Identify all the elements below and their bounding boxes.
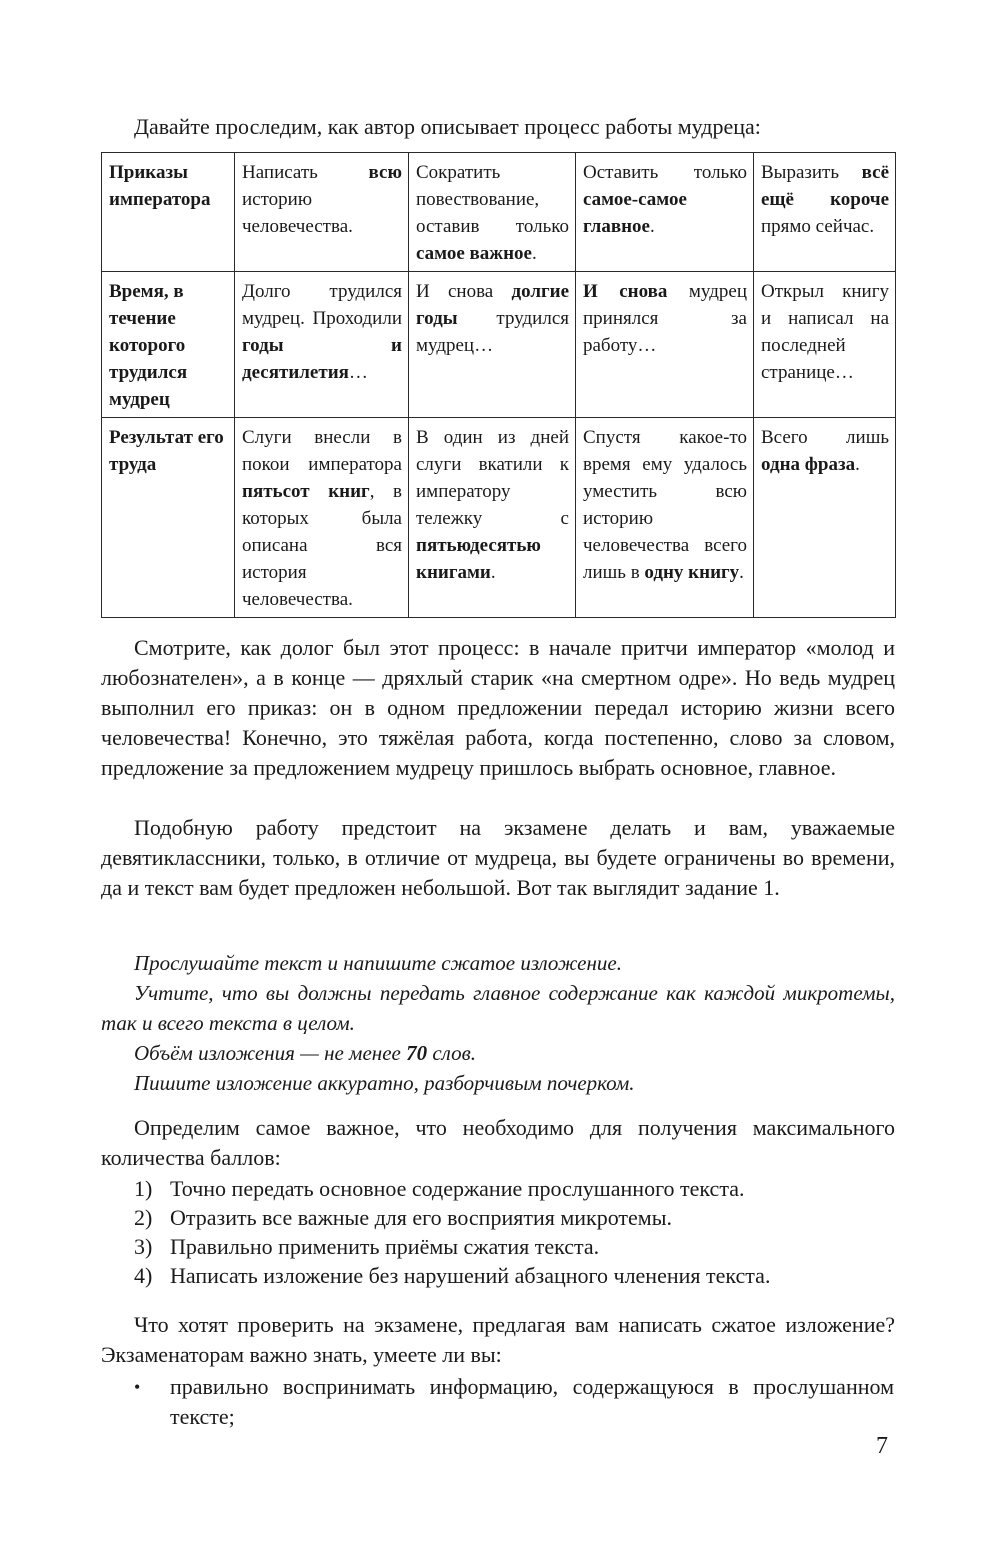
task-instructions — [101, 948, 895, 1098]
intro-sentence: Давайте проследим, как автор описывает процесс работы мудреца: — [134, 114, 761, 139]
page-number: 7 — [876, 1433, 888, 1459]
row-header: Время, в течение которого трудился мудрец — [102, 272, 235, 418]
skills-list — [134, 1372, 894, 1432]
bold-phrase: одну книгу — [644, 562, 740, 583]
task-line: Пишите изложение аккуратно, разборчивым почерком. — [134, 1071, 635, 1095]
table-row — [102, 418, 896, 618]
task-line — [101, 1038, 895, 1068]
table-cell: Долго трудился мудрец. Проходили годы и десятилетия… — [235, 272, 409, 418]
list-text: правильно воспринимать информацию, содержащуюся в прослушанном тексте; — [170, 1374, 894, 1429]
bold-phrase: долгие годы — [416, 281, 569, 329]
list-text: Отразить все важные для его восприятия микротемы. — [170, 1205, 673, 1230]
paragraph-criteria-intro: Определим самое важное, что необходимо для получения максимального количества баллов: — [101, 1115, 895, 1170]
table-row — [102, 153, 896, 272]
bold-phrase: всю — [368, 162, 402, 183]
table-cell: Всего лишь одна фраза. — [754, 418, 896, 618]
bold-phrase: самое важное — [416, 243, 532, 264]
table-cell: Открыл книгу и написал на последней странице… — [754, 272, 896, 418]
bold-phrase: всё ещё короче — [761, 162, 889, 210]
row-header: Приказы императора — [102, 153, 235, 272]
criteria-list — [134, 1174, 894, 1290]
table-cell: Сократить повествование, оставив только самое важное. — [409, 153, 576, 272]
table-cell: Спустя какое-то время ему удалось уместить всю историю человечества всего лишь в одну книгу. — [576, 418, 754, 618]
paragraph-process: Смотрите, как долог был этот процесс: в начале притчи император «молод и любознателен», а в конце — дряхлый старик «на смертном одре». Но ведь мудрец выполнил его приказ: он в одном предложении передал историю жизни всего человечества! Конечно, это тяжёлая работа, когда постепенно, слово за словом, предложение за предложением мудрецу пришлось выбрать основное, главное. — [101, 635, 895, 780]
table-row — [102, 272, 896, 418]
row-header: Результат его труда — [102, 418, 235, 618]
list-text: Правильно применить приёмы сжатия текста. — [170, 1234, 600, 1259]
list-number: 2) — [134, 1205, 153, 1230]
bold-phrase: самое-самое главное — [583, 189, 687, 237]
table-cell: И снова долгие годы трудился мудрец… — [409, 272, 576, 418]
paragraph-exam-check: Что хотят проверить на экзамене, предлагая вам написать сжатое изложение? Экзаменаторам важно знать, умеете ли вы: — [101, 1312, 895, 1367]
table-cell: И снова мудрец принялся за работу… — [576, 272, 754, 418]
table-cell: Написать всю историю человечества. — [235, 153, 409, 272]
bold-phrase: пятьсот книг — [242, 481, 370, 502]
list-item — [134, 1203, 894, 1232]
bullet-icon: • — [134, 1377, 141, 1397]
list-item — [134, 1174, 894, 1203]
task-line: Прослушайте текст и напишите сжатое изложение. — [134, 951, 622, 975]
table-cell: Слуги внесли в покои императора пятьсот книг, в которых была описана вся история человечества. — [235, 418, 409, 618]
task-word-count: 70 — [406, 1041, 428, 1065]
list-number: 4) — [134, 1263, 153, 1288]
task-line: Учтите, что вы должны передать главное содержание как каждой микротемы, так и всего текста в целом. — [101, 981, 895, 1035]
comparison-table — [101, 152, 896, 618]
list-number: 3) — [134, 1234, 153, 1259]
table-cell: Оставить только самое-самое главное. — [576, 153, 754, 272]
bold-phrase: пятьюдесятью книгами — [416, 535, 541, 583]
bold-phrase: И снова — [583, 281, 668, 302]
paragraph-exam-work: Подобную работу предстоит на экзамене делать и вам, уважаемые девятиклассники, только, в отличие от мудреца, вы будете ограничены во времени, да и текст вам будет предложен небольшой. Вот так выглядит задание 1. — [101, 815, 895, 900]
table-cell: Выразить всё ещё короче прямо сейчас. — [754, 153, 896, 272]
list-number: 1) — [134, 1176, 153, 1201]
list-item — [134, 1372, 894, 1432]
task-volume-text: слов. — [427, 1041, 476, 1065]
list-item — [134, 1261, 894, 1290]
table-cell: В один из дней слуги вкатили к императору тележку с пятьюдесятью книгами. — [409, 418, 576, 618]
list-item — [134, 1232, 894, 1261]
bold-phrase: одна фраза — [761, 454, 856, 475]
bold-phrase: годы и десятилетия — [242, 335, 402, 383]
task-volume-text: Объём изложения — не менее — [134, 1041, 407, 1065]
list-text: Точно передать основное содержание прослушанного текста. — [170, 1176, 745, 1201]
list-text: Написать изложение без нарушений абзацного членения текста. — [170, 1263, 771, 1288]
